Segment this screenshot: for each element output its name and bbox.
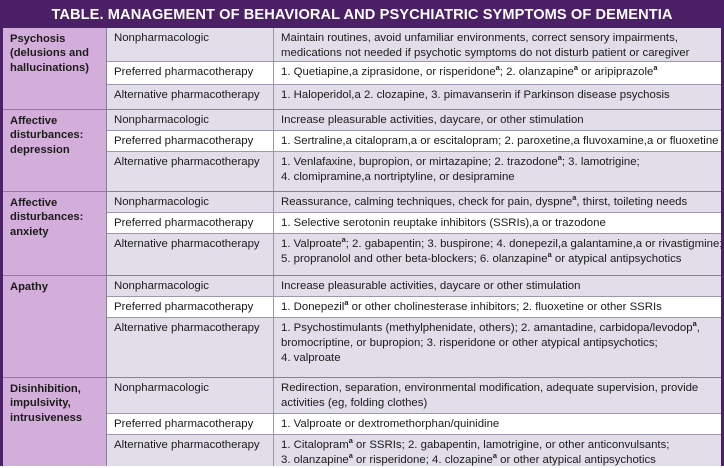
table-row [107,28,721,62]
recommendation-line: 4. clomipramine,a nortriptyline, or desipramine [281,170,515,183]
table-row [107,378,721,414]
recommendation-cell [274,378,721,413]
group-rows [107,378,721,466]
table-row [107,192,721,213]
recommendation-line: Increase pleasurable activities, daycare, or other stimulation [281,114,584,126]
table-body [3,28,721,466]
recommendation-line: 4. valproate [281,351,341,364]
recommendation-cell [274,152,721,192]
recommendation-line: Increase pleasurable activities, daycare or other stimulation [281,280,581,292]
footnote-marker: a [348,436,353,446]
recommendation-cell [274,85,721,109]
footnote-marker: a [492,451,497,461]
table-row [107,152,721,192]
footnote-marker: a [573,62,579,72]
intervention-type-cell: Preferred pharmacotherapy [107,414,274,434]
intervention-type-cell: Preferred pharmacotherapy [107,297,274,317]
table-row [107,318,721,377]
recommendation-line: activities (eg, folding clothes) [281,397,428,410]
recommendation-line: Redirection, separation, environmental modification, adequate supervision, provide [281,382,699,394]
recommendation-line: 1. Citalopram$^a$ or SSRIs; 2. gabapentin, lamotrigine, or other anticonvulsants; [281,436,670,451]
symptom-group [3,192,721,276]
recommendation-line: 3. olanzapine$^a$ or risperidone; 4. clozapine$^a$ or other atypical antipsychotics [281,451,656,467]
recommendation-line: 5. propranolol and other beta-blockers; 6. olanzapine$^a$ or atypical antipsychotics [281,249,682,265]
recommendation-cell [274,234,721,275]
recommendation-cell [274,192,721,212]
intervention-type-cell: Preferred pharmacotherapy [107,213,274,233]
recommendation-line: Reassurance, calming techniques, check for pain, dyspne$^a$, thirst, toileting needs [281,193,688,208]
recommendation-cell [274,62,721,85]
intervention-type-cell: Alternative pharmacotherapy [107,85,274,109]
recommendation-line: 1. Haloperidol,a 2. clozapine, 3. pimavanserin if Parkinson disease psychosis [281,89,670,102]
table-title-bar [3,3,721,28]
table-row [107,110,721,131]
table-row [107,85,721,109]
footnote-marker: a [341,234,346,244]
footnote-marker: a [348,451,353,461]
intervention-type-cell: Alternative pharmacotherapy [107,234,274,275]
group-rows [107,110,721,191]
symptom-category-cell: Disinhibition, impulsivity, intrusiveness [3,378,107,466]
recommendation-line: medications not needed if psychotic symptoms do not disturb patient or caregiver [281,47,690,60]
table-row [107,414,721,435]
footnote-marker: a [653,62,658,72]
recommendation-cell [274,110,721,130]
recommendation-cell [274,318,721,377]
symptom-group [3,110,721,192]
recommendation-line: Maintain routines, avoid unfamiliar environments, correct sensory impairments, [281,32,678,44]
recommendation-cell [274,297,721,317]
table-row [107,435,721,466]
symptom-group [3,28,721,110]
intervention-type-cell: Nonpharmacologic [107,110,274,130]
recommendation-cell [274,435,721,466]
recommendation-line: 1. Sertraline,a citalopram,a or escitalopram; 2. paroxetine,a fluvoxamine,a or fluoxetine [281,134,719,147]
intervention-type-cell: Preferred pharmacotherapy [107,131,274,151]
group-rows [107,28,721,109]
footnote-marker: a [495,62,500,72]
symptom-category-cell: Psychosis (delusions and hallucinations) [3,28,107,109]
recommendation-line: 1. Quetiapine,a ziprasidone, or risperidone$^a$; 2. olanzapine$^a$ or aripiprazole$^a$ [281,62,658,78]
recommendation-cell [274,414,721,434]
table-row [107,234,721,275]
intervention-type-cell: Nonpharmacologic [107,378,274,413]
recommendation-cell [274,131,721,151]
recommendation-line: bromocriptine, or bupropion; 3. risperidone or other atypical antipsychotics; [281,336,658,349]
symptom-group [3,378,721,466]
footnote-marker: a [344,298,349,307]
group-rows [107,276,721,377]
table-row [107,276,721,297]
table-row [107,62,721,86]
footnote-marker: a [547,249,552,259]
recommendation-line: 1. Valproate$^a$; 2. gabapentin; 3. buspirone; 4. donepezil,a galantamine,a or rivastigmine; [281,234,723,250]
recommendation-line: 1. Psychostimulants (methylphenidate, others); 2. amantadine, carbidopa/levodop$^a$, [281,318,700,334]
recommendation-line: 1. Donepezil$^a$ or other cholinesterase inhibitors; 2. fluoxetine or other SSRIs [281,298,662,313]
symptom-category-cell: Affective disturbances: anxiety [3,192,107,275]
table-row [107,213,721,234]
recommendation-line: 1. Venlafaxine, bupropion, or mirtazapine; 2. trazodone$^a$; 3. lamotrigine; [281,152,640,168]
page-title: TABLE. MANAGEMENT OF BEHAVIORAL AND PSYCHIATRIC SYMPTOMS OF DEMENTIA [51,7,673,24]
table-row [107,297,721,318]
symptom-category-cell: Apathy [3,276,107,377]
intervention-type-cell: Alternative pharmacotherapy [107,152,274,192]
recommendation-cell [274,28,721,61]
footnote-marker: a [692,318,697,328]
intervention-type-cell: Alternative pharmacotherapy [107,318,274,377]
footnote-marker: a [557,152,562,162]
recommendation-cell [274,276,721,296]
symptom-group [3,276,721,378]
recommendation-cell [274,213,721,233]
symptom-category-cell: Affective disturbances: depression [3,110,107,191]
group-rows [107,192,721,275]
intervention-type-cell: Nonpharmacologic [107,276,274,296]
intervention-type-cell: Nonpharmacologic [107,192,274,212]
intervention-type-cell: Preferred pharmacotherapy [107,62,274,85]
intervention-type-cell: Alternative pharmacotherapy [107,435,274,466]
recommendation-line: 1. Valproate or dextromethorphan/quinidine [281,418,500,430]
recommendation-line: 1. Selective serotonin reuptake inhibitors (SSRIs),a or trazodone [281,216,606,229]
footnote-marker: a [572,193,577,203]
table-row [107,131,721,152]
intervention-type-cell: Nonpharmacologic [107,28,274,61]
